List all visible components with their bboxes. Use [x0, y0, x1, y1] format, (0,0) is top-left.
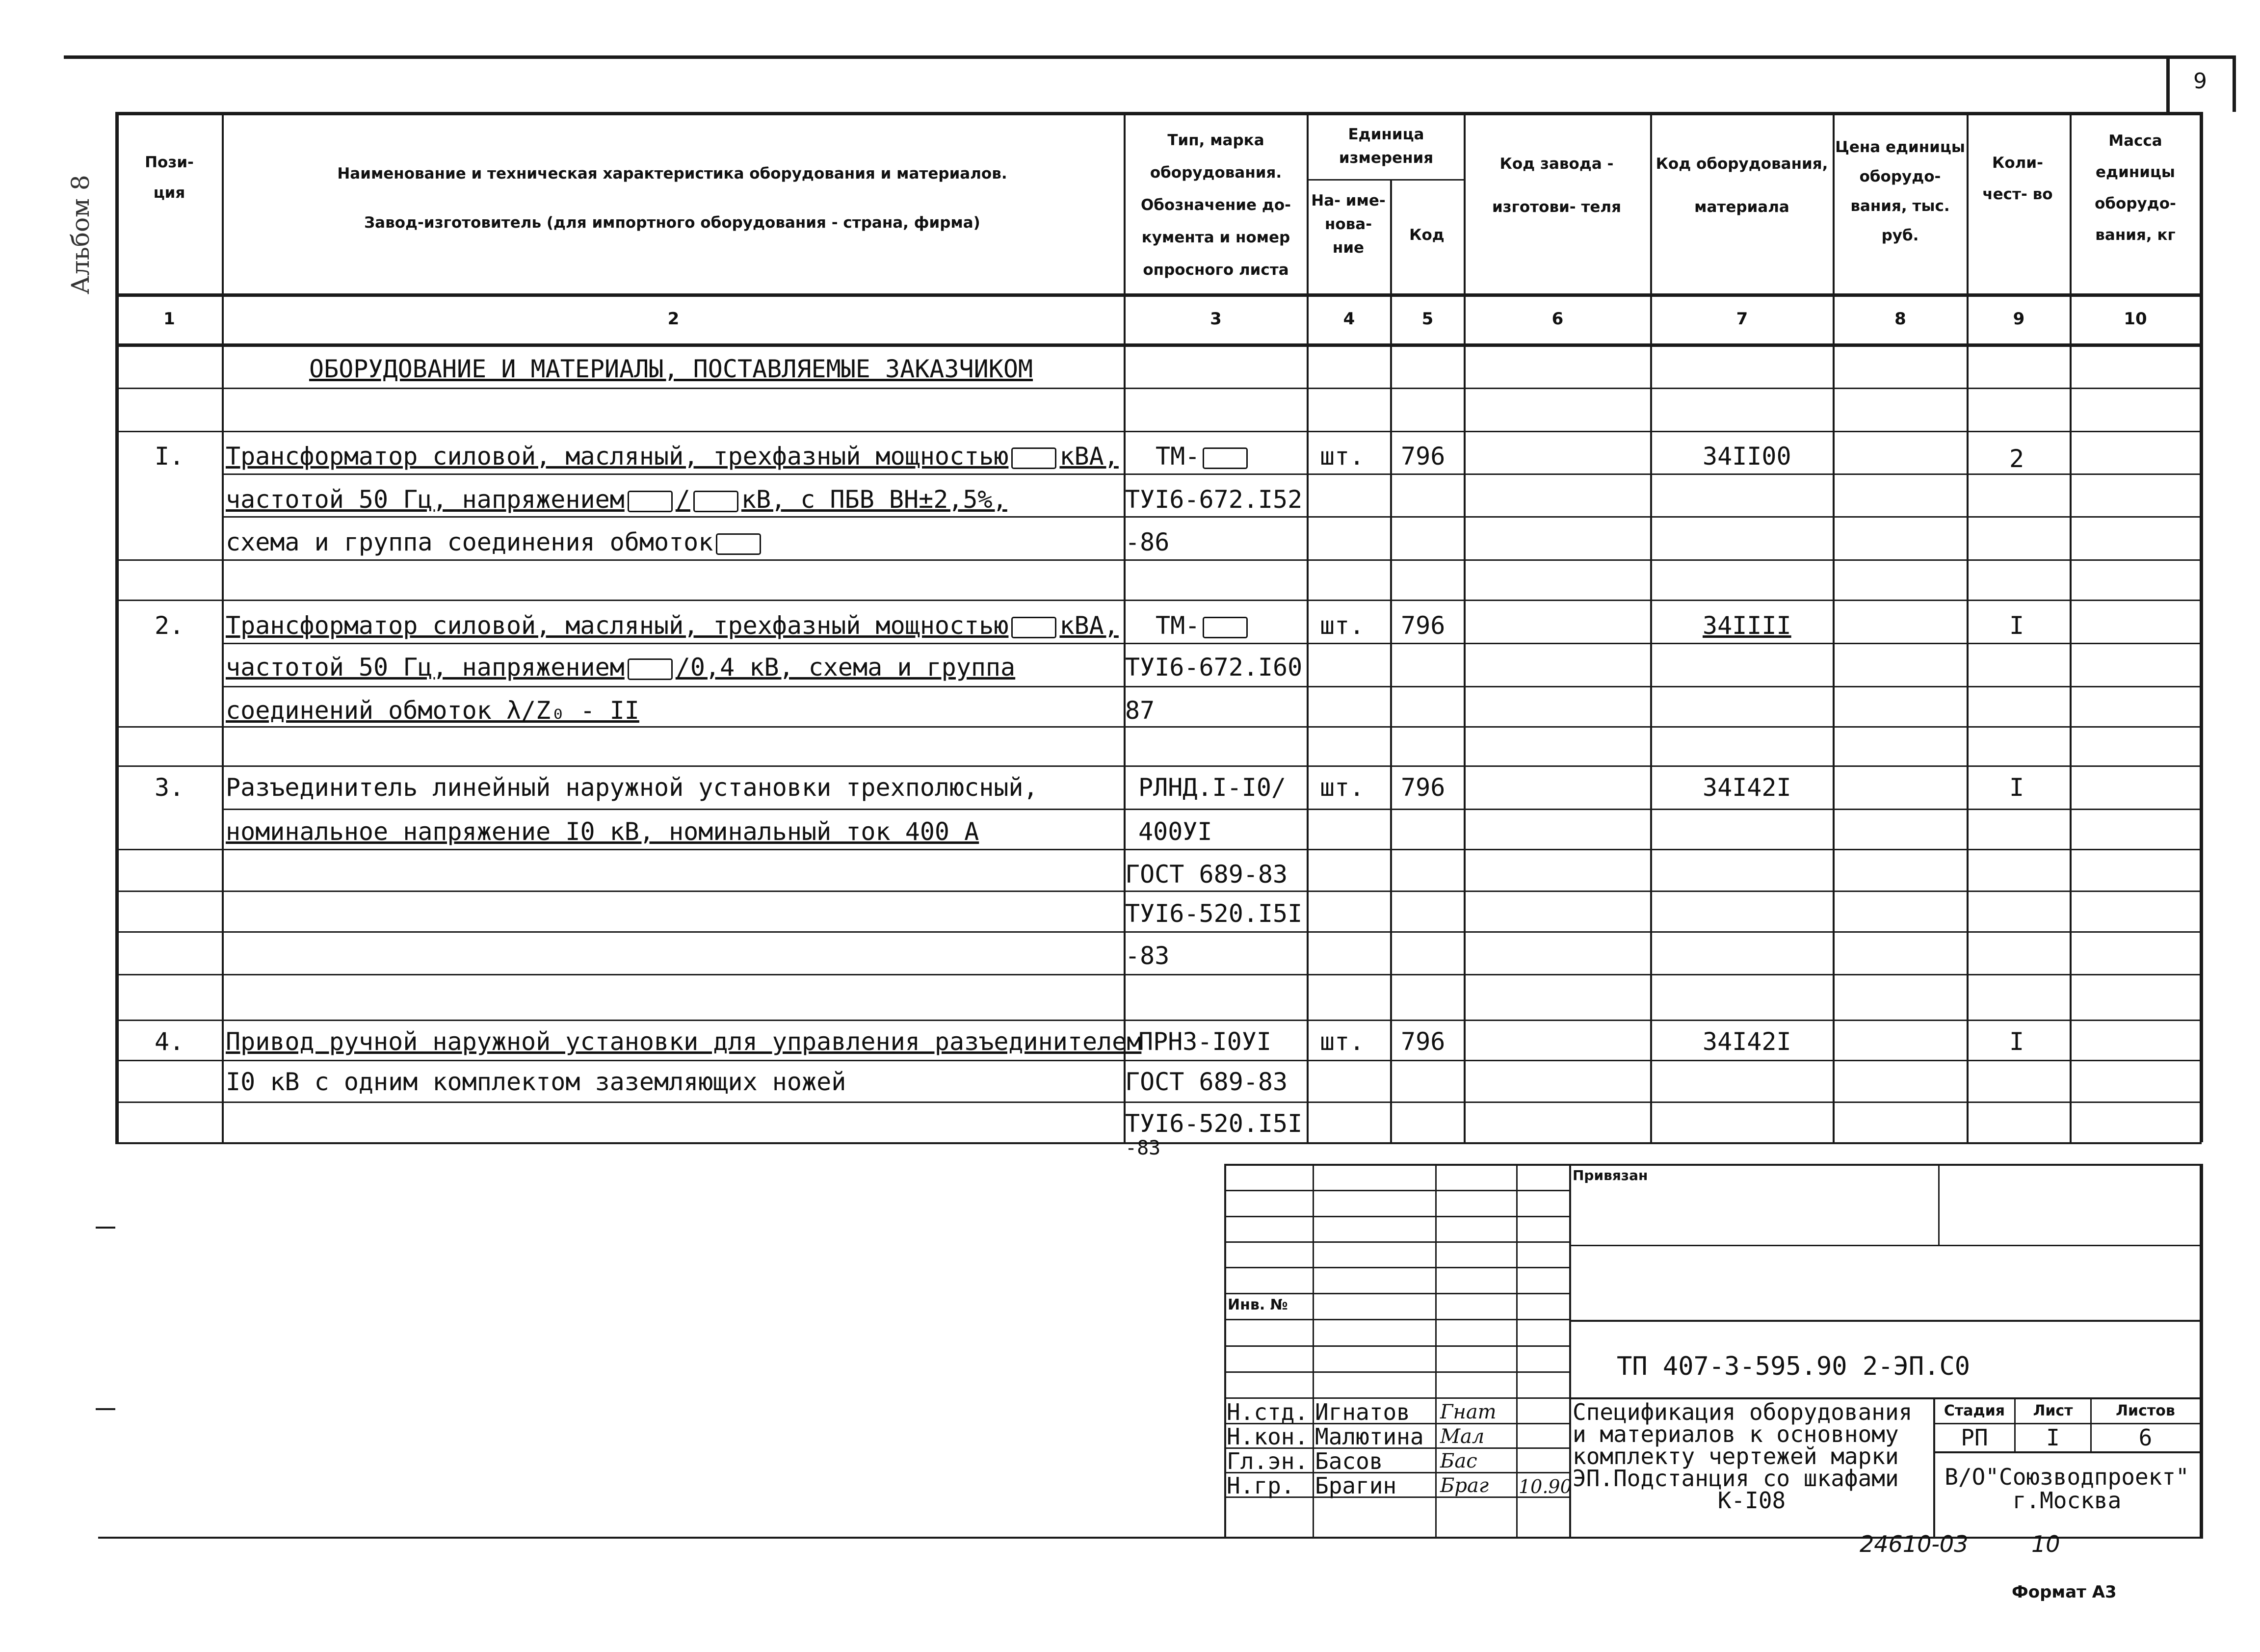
item-type-line: -83 [1125, 1137, 1161, 1159]
item-unit-code: 796 [1401, 773, 1445, 802]
sig-grid-h [1224, 1190, 1569, 1191]
sign-date: 10.90 [1519, 1476, 1572, 1497]
sig-grid-v3 [1516, 1164, 1518, 1537]
item-quantity: I [2009, 1027, 2024, 1056]
header-position: Пози- ция [145, 154, 194, 202]
row-line [115, 974, 2202, 975]
item-description-text: кВ, с ПБВ ВН±2,5%, [741, 485, 1007, 514]
table-right-border [2200, 112, 2203, 1142]
blank-field-box [1203, 447, 1248, 469]
sig-grid-h [1224, 1267, 1569, 1268]
col-divider-5 [1464, 112, 1466, 1142]
item-description-text: кВА, [1059, 611, 1119, 640]
header-plant-code: Код завода - изготови- теля [1492, 155, 1622, 216]
sig-grid-v2 [1435, 1164, 1437, 1537]
item-description-line [226, 527, 764, 557]
row-line [222, 473, 2202, 475]
sheets-label: Листов [2116, 1402, 2175, 1419]
blank-field-box [716, 533, 761, 555]
header-mass: Масса единицы оборудо- вания, кг [2095, 132, 2176, 244]
format-label: Формат А3 [2012, 1582, 2117, 1602]
archive-number: 24610-03 [1860, 1531, 1969, 1557]
section-title: ОБОРУДОВАНИЕ И МАТЕРИАЛЫ, ПОСТАВЛЯЕМЫЕ ЗАКАЗЧИКОМ [309, 355, 1033, 383]
stage-value-bottom [1933, 1451, 2202, 1453]
header-top-line [115, 112, 2202, 115]
person-name: Басов [1315, 1448, 1383, 1474]
item-type-line: -86 [1125, 528, 1170, 556]
column-number: 7 [1736, 309, 1748, 329]
col-divider-9 [2070, 112, 2072, 1142]
item-description-line: номинальное напряжение I0 кВ, номинальный ток 400 А [226, 817, 979, 846]
item-type-line: ПРНЗ-I0УI [1138, 1027, 1271, 1056]
signature: Мал [1440, 1425, 1485, 1448]
stage-divider-2 [2090, 1397, 2092, 1451]
blank-field-box [1203, 617, 1248, 638]
item-type-line: РЛНД.I-I0/ [1138, 773, 1287, 802]
item-quantity: I [2009, 773, 2024, 802]
item-description-line [226, 442, 1119, 471]
header-unit-group: Единица измерения [1339, 126, 1434, 167]
frame-left-tick [96, 1408, 115, 1410]
column-number: 5 [1421, 309, 1434, 329]
item-description-text: частотой 50 Гц, напряжением [226, 485, 625, 514]
row-line [222, 686, 2202, 687]
signature: Гнат [1440, 1401, 1497, 1423]
column-number: 4 [1343, 309, 1355, 329]
blank-field-box [1011, 447, 1056, 469]
frame-left-tick [96, 1227, 115, 1229]
row-line [115, 559, 2202, 561]
sheet-number: 9 [2193, 69, 2207, 94]
row-line [115, 431, 2202, 432]
row-line [115, 1060, 2202, 1061]
role-label: Гл.эн. [1227, 1448, 1309, 1474]
row-line [115, 849, 2202, 850]
sheet-number-box-right [2233, 55, 2236, 112]
col-divider-7 [1833, 112, 1835, 1142]
item-equipment-code: 34I42I [1703, 773, 1791, 802]
column-number: 10 [2124, 309, 2147, 329]
row-line [115, 600, 2202, 601]
sig-grid-h [1224, 1371, 1569, 1373]
header-equipment-code: Код оборудования, материала [1656, 155, 1828, 216]
title-block-left [1224, 1164, 1226, 1537]
header-quantity: Коли- чест- во [1982, 154, 2053, 203]
album-label: Альбом 8 [66, 175, 95, 294]
item-description-text: Трансформатор силовой, масляный, трехфазный мощностью [226, 611, 1009, 640]
privyazan-label: Привязан [1573, 1167, 1648, 1183]
item-type-line: -83 [1125, 942, 1170, 970]
item-description-line: I0 кВ с одним комплектом заземляющих ножей [226, 1068, 846, 1096]
row-line [222, 516, 2202, 518]
item-type-line: 400УI [1138, 817, 1212, 846]
column-number: 9 [2013, 309, 2025, 329]
blank-field-box [693, 491, 738, 512]
row-line [115, 765, 2202, 767]
row-line [222, 809, 2202, 810]
sig-grid-h [1224, 1241, 1569, 1243]
item-type-line: ГОСТ 689-83 [1125, 1068, 1288, 1096]
item-type-line [1156, 442, 1251, 471]
blank-field-box [1011, 617, 1056, 638]
sheet-value: I [2046, 1424, 2060, 1451]
stage-divider-1 [2014, 1397, 2016, 1451]
col-divider-2 [1124, 112, 1126, 1142]
top-border-line [64, 55, 2233, 59]
item-description-line [226, 653, 1015, 682]
item-type-line: ТУI6-520.I5I [1125, 1109, 1303, 1138]
item-type-text: ТМ- [1156, 442, 1200, 471]
blank-field-box [628, 658, 673, 680]
doc-code-top [1569, 1320, 2202, 1322]
item-type-text: ТМ- [1156, 611, 1200, 640]
item-quantity: 2 [2009, 445, 2024, 473]
sig-grid-h [1224, 1319, 1569, 1320]
description-line: ЭП.Подстанция со шкафами [1573, 1465, 1899, 1492]
item-quantity: I [2009, 611, 2024, 640]
description-line: комплекту чертежей марки [1573, 1443, 1899, 1469]
row-line [222, 643, 2202, 644]
sheet-label: Лист [2033, 1402, 2073, 1419]
column-number: 6 [1551, 309, 1564, 329]
item-equipment-code: 34IIII [1703, 611, 1791, 640]
row-line [115, 891, 2202, 892]
role-label: Н.гр. [1227, 1472, 1295, 1499]
col-divider-6 [1650, 112, 1652, 1142]
item-type-line [1156, 611, 1251, 640]
item-position: 2. [155, 611, 184, 640]
colnum-bottom-line [115, 343, 2202, 347]
organization-name: В/О"Союзводпроект" [1945, 1464, 2189, 1490]
desc-divider [1933, 1397, 1935, 1537]
privyazan-bottom [1569, 1245, 2202, 1246]
signature: Браг [1440, 1474, 1489, 1497]
row-line [115, 1101, 2202, 1103]
item-unit: шт. [1320, 773, 1365, 802]
item-description-text: / [675, 485, 690, 514]
col-divider-3 [1307, 112, 1309, 1142]
item-position: 3. [155, 773, 184, 802]
item-type-line: ГОСТ 689-83 [1125, 860, 1288, 889]
item-unit-code: 796 [1401, 1027, 1445, 1056]
item-description-text: схема и группа соединения обмоток [226, 528, 713, 556]
item-type-line: ТУI6-672.I60 [1125, 653, 1303, 682]
role-label: Н.кон. [1227, 1423, 1309, 1450]
row-line [115, 1020, 2202, 1021]
item-unit-code: 796 [1401, 442, 1445, 471]
sig-grid-v1 [1313, 1164, 1314, 1537]
signature: Бас [1440, 1450, 1477, 1472]
stage-label: Стадия [1944, 1402, 2005, 1419]
privyazan-divider [1938, 1164, 1940, 1245]
row-line [115, 726, 2202, 728]
header-unit-code: Код [1409, 226, 1445, 244]
header-bottom-line [115, 293, 2202, 297]
archive-page: 10 [2031, 1531, 2060, 1557]
item-description-line [226, 485, 1007, 514]
item-unit-code: 796 [1401, 611, 1445, 640]
unit-group-divider [1307, 179, 1464, 181]
item-description-text: кВА, [1059, 442, 1119, 471]
row-line [115, 388, 2202, 389]
column-number: 3 [1210, 309, 1222, 329]
table-left-border [115, 112, 119, 1142]
column-number: 2 [667, 309, 680, 329]
col-divider-1 [222, 112, 224, 1142]
header-type: Тип, марка оборудования. Обозначение до- кумента и номер опросного листа [1140, 131, 1291, 279]
item-type-line: ТУI6-672.I52 [1125, 485, 1303, 514]
title-block-right [2200, 1164, 2203, 1537]
inventory-number-label: Инв. № [1228, 1296, 1288, 1313]
sig-grid-h [1224, 1345, 1569, 1347]
item-description-line [226, 611, 1119, 640]
sheets-value: 6 [2138, 1424, 2153, 1451]
column-number: 8 [1894, 309, 1906, 329]
person-name: Малютина [1315, 1423, 1424, 1450]
item-type-line: ТУI6-520.I5I [1125, 899, 1303, 928]
header-unit-name: На- име- нова- ние [1311, 192, 1386, 257]
item-equipment-code: 34I42I [1703, 1027, 1791, 1056]
header-name-line1: Наименование и техническая характеристика оборудования и материалов. [337, 165, 1007, 183]
item-description-text: /0,4 кВ, схема и группа [675, 653, 1016, 682]
item-position: I. [155, 442, 184, 471]
column-number: 1 [163, 309, 175, 329]
row-line [115, 931, 2202, 933]
item-unit: шт. [1320, 442, 1365, 471]
description-line: и материалов к основному [1573, 1421, 1899, 1447]
item-description-text: Трансформатор силовой, масляный, трехфазный мощностью [226, 442, 1009, 471]
header-price: Цена единицы оборудо- вания, тыс. руб. [1835, 138, 1965, 244]
item-type-line: 87 [1125, 696, 1155, 725]
title-block-top [1224, 1164, 2202, 1166]
item-equipment-code: 34II00 [1703, 442, 1791, 471]
sig-grid-h [1224, 1216, 1569, 1217]
description-line: Спецификация оборудования [1573, 1399, 1913, 1425]
stage-value: РП [1961, 1424, 1988, 1451]
item-unit: шт. [1320, 1027, 1365, 1056]
person-name: Брагин [1315, 1472, 1397, 1499]
person-name: Игнатов [1315, 1399, 1410, 1425]
item-description-text: частотой 50 Гц, напряжением [226, 653, 625, 682]
document-code: ТП 407-3-595.90 2-ЭП.С0 [1617, 1352, 1971, 1381]
col-divider-8 [1967, 112, 1969, 1142]
item-unit: шт. [1320, 611, 1365, 640]
item-description-line: Разъединитель линейный наружной установки трехполюсный, [226, 773, 1038, 802]
description-line: К-I08 [1717, 1487, 1786, 1514]
blank-field-box [628, 491, 673, 512]
role-label: Н.стд. [1227, 1399, 1309, 1425]
item-position: 4. [155, 1027, 184, 1056]
item-description-line: соединений обмоток λ/Z₀ - II [226, 696, 639, 725]
organization-city: г.Москва [2012, 1487, 2122, 1514]
header-name-line2: Завод-изготовитель (для импортного оборудования - страна, фирма) [364, 214, 980, 232]
item-description-line: Привод ручной наружной установки для управления разъединителем [226, 1027, 1142, 1056]
sig-grid-h [1224, 1293, 1569, 1294]
